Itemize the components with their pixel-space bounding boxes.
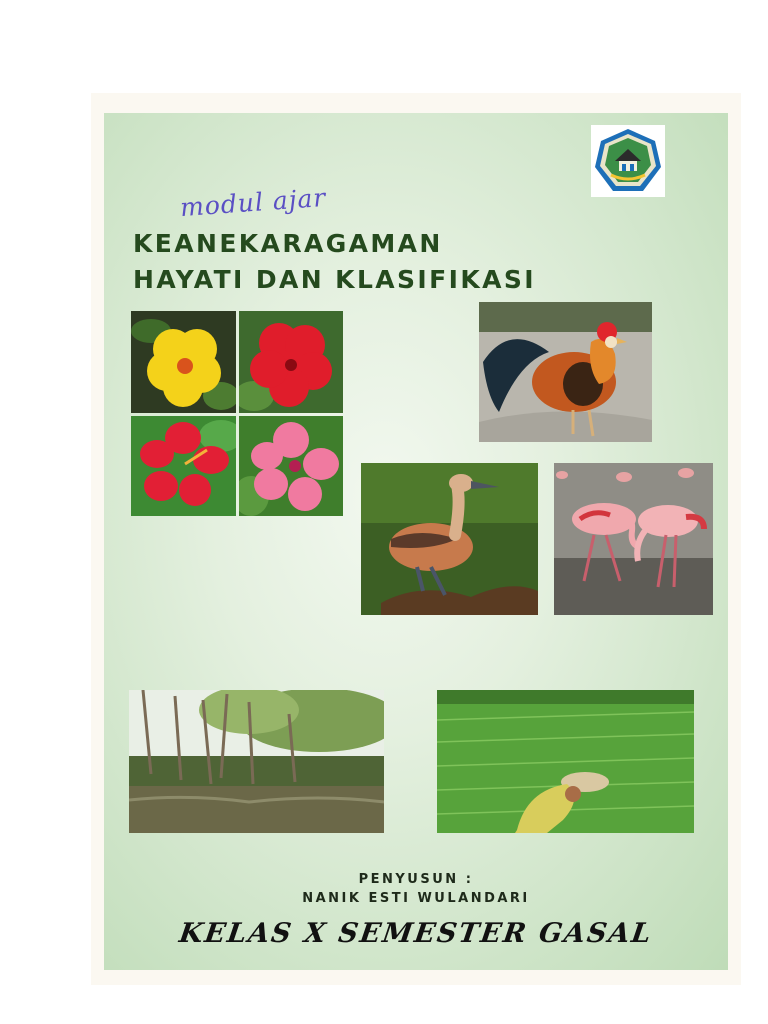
whistling-duck-photo xyxy=(361,463,538,615)
module-subtitle: modul ajar xyxy=(179,182,328,223)
flamingo-photo xyxy=(554,463,713,615)
class-semester-banner: KELAS X SEMESTER GASAL xyxy=(177,918,655,949)
school-emblem-logo xyxy=(591,125,665,197)
title-line-2: HAYATI DAN KLASIFIKASI xyxy=(133,265,536,294)
red-hibiscus-open-photo xyxy=(131,416,236,516)
red-hibiscus-photo xyxy=(239,311,343,413)
rice-field-farmer-photo xyxy=(437,690,694,833)
yellow-hibiscus-photo xyxy=(131,311,236,413)
cover-title xyxy=(133,226,536,298)
pink-hibiscus-photo xyxy=(239,416,343,516)
title-line-1: KEANEKARAGAMAN xyxy=(133,229,443,258)
rooster-photo xyxy=(479,302,652,442)
author-label: PENYUSUN : xyxy=(358,872,474,887)
author-name: NANIK ESTI WULANDARI xyxy=(302,891,530,906)
mangrove-photo xyxy=(129,690,384,833)
